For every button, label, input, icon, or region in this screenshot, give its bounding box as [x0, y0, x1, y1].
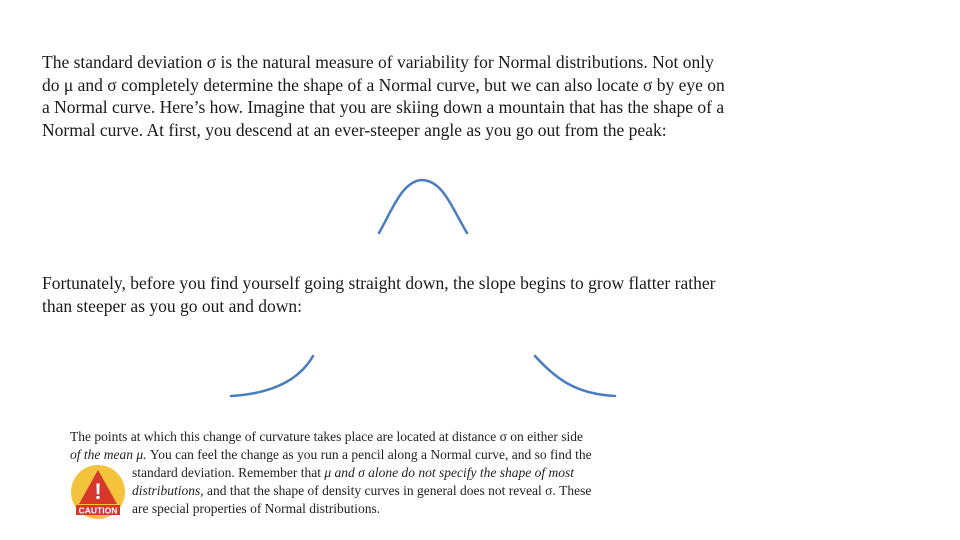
caution-line-2: [70, 446, 592, 464]
normal-curve-tails-figure: [225, 348, 625, 403]
caution-line-4-rest: and that the shape of density curves in general does not reveal σ. These: [203, 483, 592, 498]
slope-line-1: Fortunately, before you find yourself going straight down, the slope begins to grow flatter rather: [42, 273, 716, 293]
caution-label: CAUTION: [78, 505, 118, 516]
slope-line-2: than steeper as you go out and down:: [42, 295, 303, 316]
normal-curve-peak-figure: [370, 170, 480, 240]
normal-curve-right-tail: [535, 356, 615, 396]
intro-line-3: a Normal curve. Here’s how. Imagine that you are skiing down a mountain that has the shape of a: [42, 97, 725, 117]
intro-line-1: The standard deviation σ is the natural measure of variability for Normal distributions. Not only: [42, 52, 714, 72]
caution-line-3-start: standard deviation. Remember that: [132, 465, 325, 480]
caution-line-1: The points at which this change of curvature takes place are located at distance σ on either side: [70, 429, 583, 444]
slope-paragraph: [42, 272, 832, 317]
caution-line-4: [132, 482, 591, 500]
caution-icon: [70, 464, 126, 520]
caution-exclamation: !: [94, 479, 102, 504]
caution-line-3-italic: μ and σ alone do not specify the shape of most: [324, 465, 574, 480]
caution-line-4-italic: distributions,: [132, 483, 204, 498]
caution-line-5: are special properties of Normal distributions.: [132, 501, 381, 516]
intro-line-2: do μ and σ completely determine the shape of a Normal curve, but we can also locate σ by eye on: [42, 74, 725, 95]
caution-line-3: [132, 464, 574, 482]
caution-line-2-italic: of the mean μ.: [70, 447, 147, 462]
intro-line-4: Normal curve. At first, you descend at an ever-steeper angle as you go out from the peak:: [42, 119, 667, 140]
normal-curve-peak: [379, 180, 467, 233]
caution-line-2-rest: You can feel the change as you run a pencil along a Normal curve, and so find the: [146, 447, 592, 462]
intro-paragraph: [42, 51, 832, 141]
normal-curve-left-tail: [231, 356, 313, 396]
